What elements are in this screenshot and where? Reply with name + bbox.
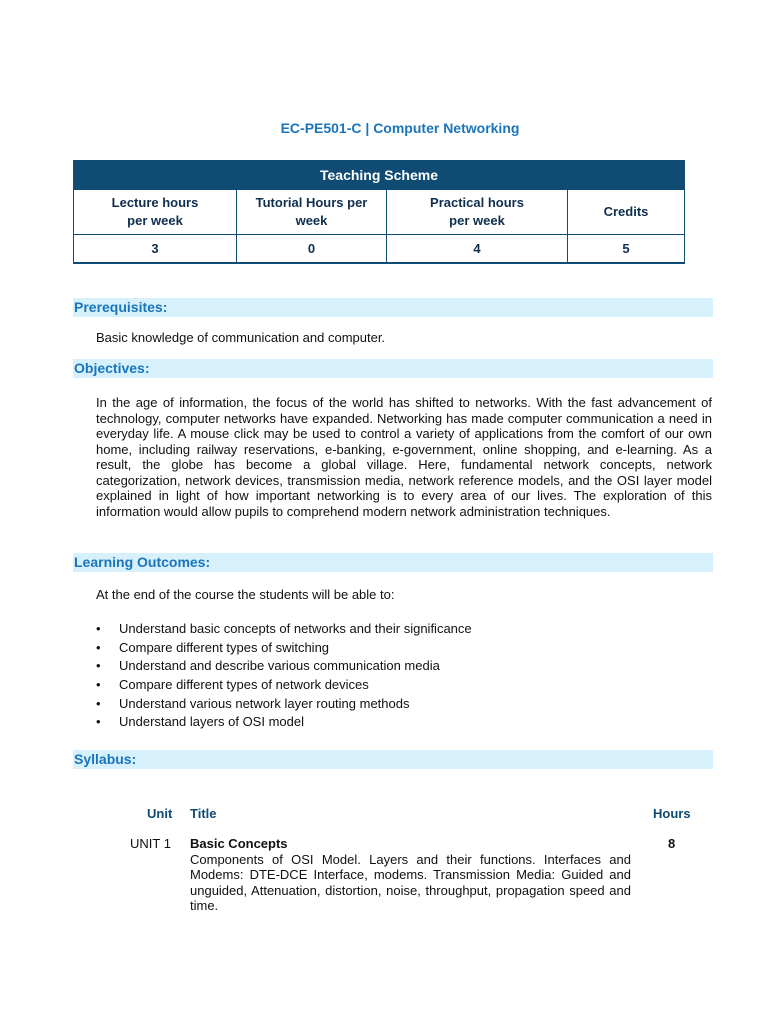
- learning-outcomes-heading: Learning Outcomes:: [73, 553, 713, 572]
- list-item: • Understand various network layer routing methods: [96, 695, 472, 714]
- learning-outcomes-list: [96, 620, 472, 732]
- bullet-icon: •: [96, 658, 101, 674]
- prerequisites-heading: Prerequisites:: [73, 298, 713, 317]
- tutorial-hours-value: 0: [237, 235, 387, 264]
- objectives-text: In the age of information, the focus of the world has shifted to networks. With the fast advancement of technology, computer networks have expanded. Networking has made computer communication a need in everyday life. A mouse click may be used to control a variety of applications from the comfort of our own home, including railway reservations, e-banking, e-government, online shopping, and e-learning. As a result, the globe has become a global village. Here, fundamental network concepts, network categorization, network devices, transmission media, network reference models, and the OSI layer model explained in light of how important networking is to every area of our lives. The exploration of this information would allow pupils to comprehend modern network administration techniques.: [96, 395, 712, 519]
- syllabus-title-column-header: Title: [190, 806, 217, 821]
- syllabus-hours-column-header: Hours: [653, 806, 691, 821]
- course-title: EC-PE501-C | Computer Networking: [280, 120, 520, 136]
- lecture-hours-value: 3: [74, 235, 237, 264]
- prerequisites-text: Basic knowledge of communication and computer.: [96, 330, 386, 345]
- bullet-icon: •: [96, 677, 101, 693]
- lecture-hours-header: Lecture hours per week: [74, 190, 237, 235]
- teaching-scheme-table: [73, 160, 685, 264]
- list-item: • Compare different types of switching: [96, 639, 472, 658]
- syllabus-unit-description: Components of OSI Model. Layers and their functions. Interfaces and Modems: DTE-DCE Interface, modems. Transmission Media: Guided and unguided, Attenuation, distortion, noise, throughput, propagation speed and time.: [190, 851, 631, 913]
- objectives-heading: Objectives:: [73, 359, 713, 378]
- credits-value: 5: [568, 235, 685, 264]
- bullet-icon: •: [96, 695, 101, 711]
- syllabus-unit-hours: 8: [668, 836, 676, 851]
- bullet-icon: •: [96, 639, 101, 655]
- syllabus-unit-column-header: Unit: [147, 806, 173, 821]
- list-item: • Understand basic concepts of networks and their significance: [96, 620, 472, 639]
- list-item: • Understand and describe various communication media: [96, 657, 472, 676]
- syllabus-unit-label: UNIT 1: [130, 836, 171, 851]
- syllabus-heading: Syllabus:: [73, 750, 713, 769]
- learning-outcomes-intro: At the end of the course the students will be able to:: [96, 587, 395, 602]
- practical-hours-header: Practical hours per week: [387, 190, 568, 235]
- practical-hours-value: 4: [387, 235, 568, 264]
- teaching-scheme-title: Teaching Scheme: [74, 161, 685, 190]
- bullet-icon: •: [96, 714, 101, 730]
- credits-header: Credits: [568, 190, 685, 235]
- list-item: • Compare different types of network devices: [96, 676, 472, 695]
- bullet-icon: •: [96, 621, 101, 636]
- syllabus-unit-title: Basic Concepts: [190, 836, 288, 851]
- syllabus-unit-content: [190, 836, 631, 914]
- tutorial-hours-header: Tutorial Hours per week: [237, 190, 387, 235]
- list-item: • Understand layers of OSI model: [96, 713, 472, 732]
